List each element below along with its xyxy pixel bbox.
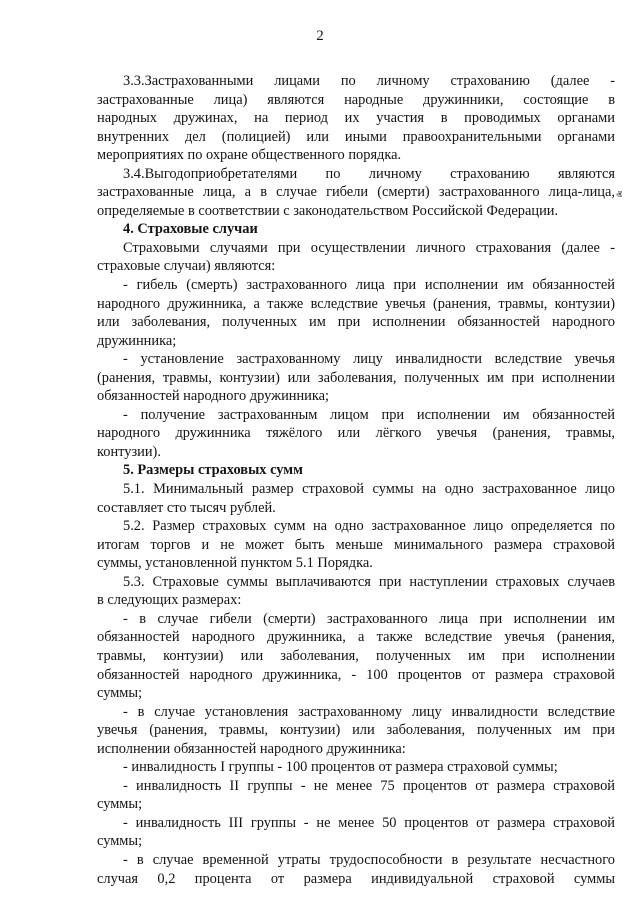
text-line: народного дружинника тяжёлого или лёгкого увечья (ранения, травмы, bbox=[97, 425, 615, 442]
paragraph bbox=[97, 814, 615, 851]
text-line: дружинника; bbox=[97, 332, 177, 349]
page-number: 2 bbox=[316, 28, 324, 44]
paragraph bbox=[97, 517, 615, 573]
paragraph bbox=[97, 350, 615, 406]
paragraph bbox=[97, 480, 615, 517]
text-line: 5.1. Минимальный размер страховой суммы на одно застрахованное лицо bbox=[123, 481, 615, 498]
text-line: суммы; bbox=[97, 796, 143, 813]
text-line: - получение застрахованным лицом при исполнении им обязанностей bbox=[123, 406, 615, 423]
text-line: народного дружинника, а также вследствие увечья (ранения, травмы, контузии) bbox=[97, 295, 615, 312]
document-body bbox=[97, 72, 615, 888]
text-line: увечья (ранения, травмы, контузии) или заболевания, полученных им при bbox=[97, 722, 615, 739]
paragraph bbox=[97, 406, 615, 462]
text-line: 5. Размеры страховых сумм bbox=[123, 462, 303, 479]
text-line: (ранения, травмы, контузии) или заболевания, полученных им при исполнении bbox=[97, 369, 615, 386]
text-line: страховые случаи) являются: bbox=[97, 258, 276, 275]
text-line: или заболевания, полученных им при исполнении обязанностей народного bbox=[97, 314, 615, 331]
text-line: итогам торгов и не может быть меньше минимального размера страховой bbox=[97, 536, 615, 553]
paragraph bbox=[97, 573, 615, 610]
text-line: составляет сто тысяч рублей. bbox=[97, 499, 276, 516]
text-line: обязанностей народного дружинника; bbox=[97, 388, 330, 405]
text-line: суммы; bbox=[97, 833, 143, 850]
text-line: - установление застрахованному лицу инвалидности вследствие увечья bbox=[123, 351, 615, 368]
text-line: - в случае установления застрахованному лицу инвалидности вследствие bbox=[123, 703, 615, 720]
text-line: случая 0,2 процента от размера индивидуальной страховой суммы bbox=[97, 870, 615, 887]
text-line: - инвалидность III группы - не менее 50 процентов от размера страховой bbox=[123, 814, 615, 831]
paragraph bbox=[97, 703, 615, 759]
text-line: застрахованные лица, а в случае гибели (смерти) застрахованного лица-лица, bbox=[97, 184, 615, 201]
text-line: обязанностей народного дружинника, а также вследствие увечья (ранения, bbox=[97, 629, 615, 646]
text-line: народных дружинах, на период их участия в проводимых органами bbox=[97, 110, 615, 127]
text-line: - в случае гибели (смерти) застрахованного лица при исполнении им bbox=[123, 610, 615, 627]
text-line: в следующих размерах: bbox=[97, 592, 242, 609]
text-line: суммы; bbox=[97, 685, 143, 702]
text-line: 3.3.Застрахованными лицами по личному страхованию (далее - bbox=[123, 73, 615, 89]
text-line: мероприятиях по охране общественного порядка. bbox=[97, 147, 402, 164]
text-line: - гибель (смерть) застрахованного лица при исполнении им обязанностей bbox=[123, 277, 615, 294]
paragraph bbox=[97, 777, 615, 814]
paragraph bbox=[97, 239, 615, 276]
paragraph bbox=[97, 276, 615, 350]
text-line: 5.3. Страховые суммы выплачиваются при наступлении страховых случаев bbox=[123, 573, 615, 590]
paragraph bbox=[97, 72, 615, 165]
text-line: обязанностей народного дружинника, - 100 процентов от размера страховой bbox=[97, 666, 615, 683]
text-line: застрахованные лица) являются народные дружинники, состоящие в bbox=[97, 91, 615, 108]
text-line: - в случае временной утраты трудоспособности в результате несчастного bbox=[123, 851, 615, 868]
paragraph bbox=[97, 165, 615, 221]
pen-mark: ⱏ bbox=[616, 188, 622, 202]
paragraph bbox=[97, 851, 615, 888]
text-line: - инвалидность I группы - 100 процентов от размера страховой суммы; bbox=[123, 759, 558, 776]
text-line: 5.2. Размер страховых сумм на одно застрахованное лицо определяется по bbox=[123, 518, 615, 535]
text-line: исполнении обязанностей народного дружинника: bbox=[97, 740, 406, 757]
section-heading bbox=[97, 461, 615, 480]
text-line: суммы, установленной пунктом 5.1 Порядка. bbox=[97, 555, 373, 572]
text-line: 3.4.Выгодоприобретателями по личному страхованию являются bbox=[123, 165, 615, 182]
text-line: контузии). bbox=[97, 443, 161, 460]
text-line: - инвалидность II группы - не менее 75 процентов от размера страховой bbox=[123, 777, 615, 794]
paragraph bbox=[97, 758, 615, 777]
section-heading bbox=[97, 220, 615, 239]
text-line: 4. Страховые случаи bbox=[123, 221, 258, 238]
text-line: внутренних дел (полицией) или иными правоохранительными органами bbox=[97, 128, 615, 145]
paragraph bbox=[97, 610, 615, 703]
text-line: определяемые в соответствии с законодательством Российской Федерации. bbox=[97, 202, 559, 219]
text-line: травмы, контузии) или заболевания, полученных им при исполнении bbox=[97, 647, 615, 664]
text-line: Страховыми случаями при осуществлении личного страхования (далее - bbox=[123, 239, 615, 256]
